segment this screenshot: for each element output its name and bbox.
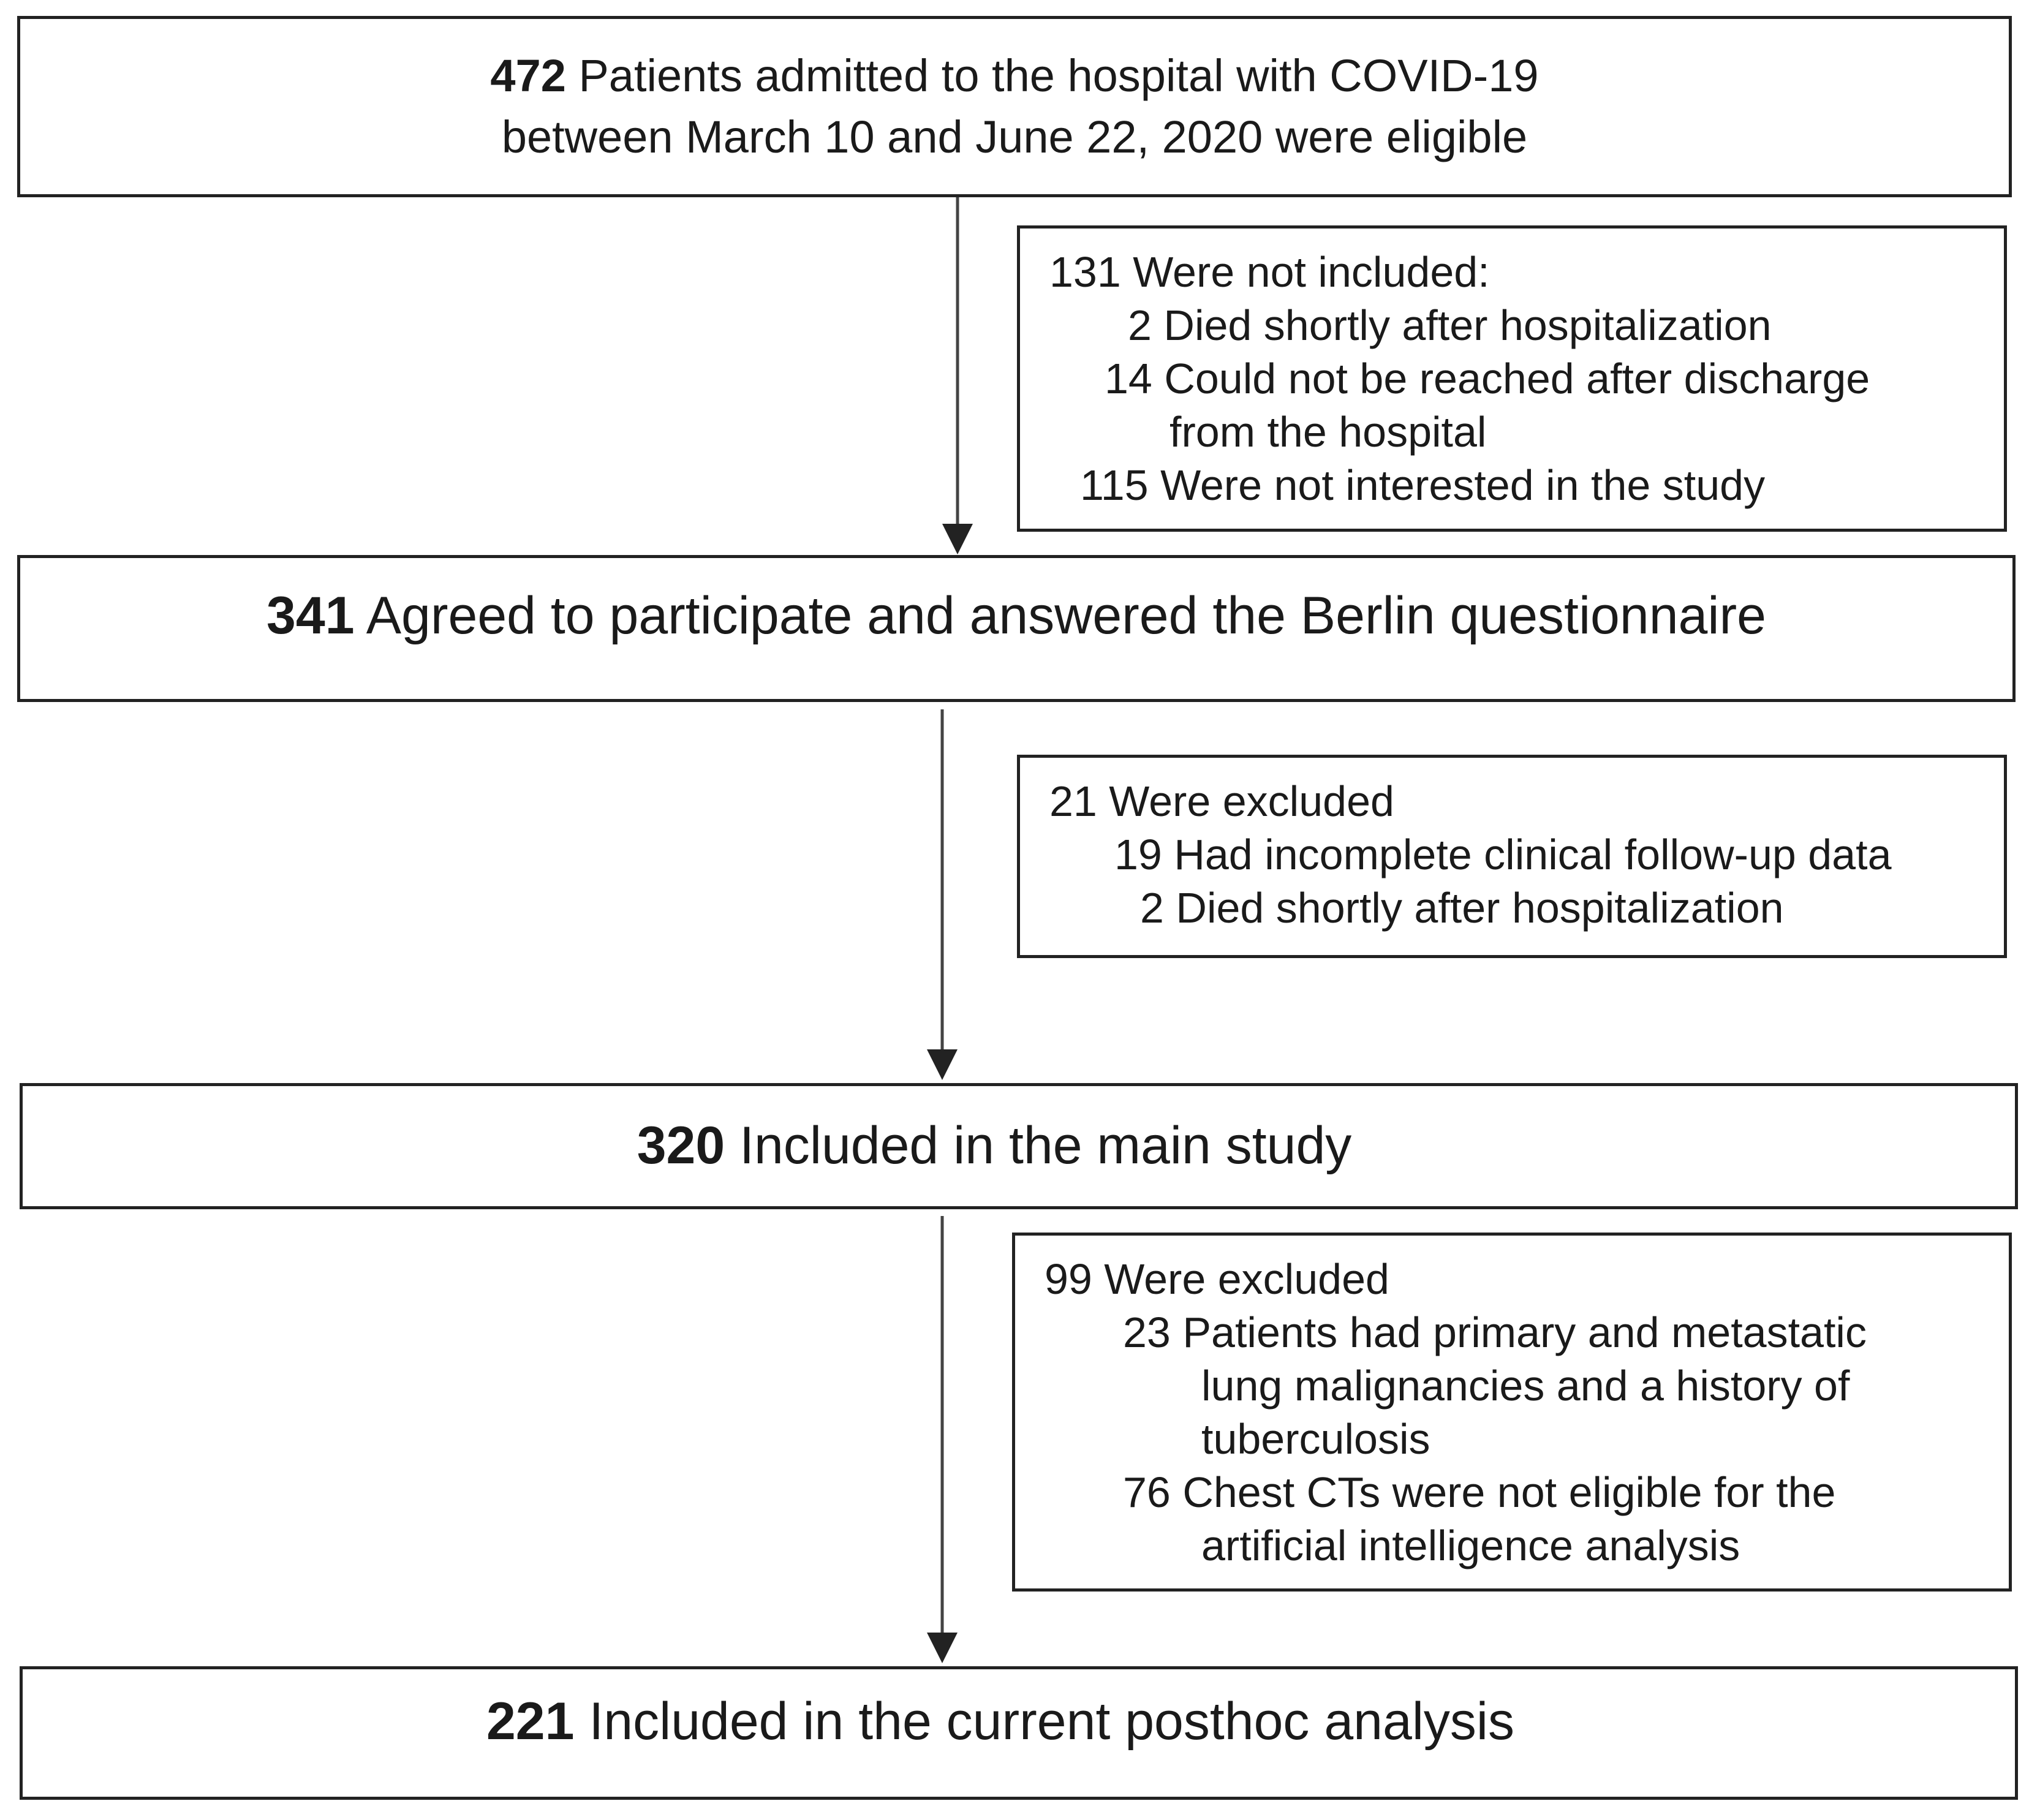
eligible-patients-text xyxy=(490,45,1538,168)
item-text: Died shortly after hospitalization xyxy=(1163,301,1772,349)
agreed-label: Agreed to participate and answered the Berlin questionnaire xyxy=(366,586,1766,646)
not-included-item-died xyxy=(1049,299,1979,352)
excluded-2-item-malignancies xyxy=(1045,1306,1984,1359)
main-study-count: 320 xyxy=(637,1116,725,1176)
main-study-box xyxy=(20,1083,2018,1209)
item-count: 23 xyxy=(1123,1308,1171,1356)
agreed-participants-box xyxy=(17,555,2016,702)
excluded-box-1 xyxy=(1017,755,2007,958)
eligible-line-2: between March 10 and June 22, 2020 were eligible xyxy=(501,111,1528,162)
item-text: Were not interested in the study xyxy=(1160,461,1766,509)
eligible-patients-box xyxy=(17,16,2012,197)
item-count: 19 xyxy=(1114,831,1162,878)
item-count: 2 xyxy=(1128,301,1152,349)
eligible-line-1-text: Patients admitted to the hospital with COVID-19 xyxy=(578,50,1539,102)
item-text: Chest CTs were not eligible for the xyxy=(1182,1468,1836,1516)
not-included-box xyxy=(1017,225,2007,532)
posthoc-analysis-box xyxy=(20,1666,2018,1800)
item-count: 76 xyxy=(1123,1468,1171,1516)
not-included-item-unreachable xyxy=(1049,352,1979,406)
not-included-item-not-interested xyxy=(1049,459,1979,512)
item-count: 2 xyxy=(1140,884,1164,932)
item-text: Had incomplete clinical follow-up data xyxy=(1174,831,1892,878)
main-study-label: Included in the main study xyxy=(739,1116,1352,1176)
excluded-2-item-malignancies-cont-2: tuberculosis xyxy=(1201,1415,1430,1463)
item-text: Could not be reached after discharge xyxy=(1164,355,1870,402)
not-included-header: 131 Were not included: xyxy=(1049,248,1490,296)
excluded-2-item-ct-cont: artificial intelligence analysis xyxy=(1201,1522,1740,1569)
eligible-count: 472 xyxy=(490,50,566,102)
excluded-1-item-incomplete xyxy=(1049,828,1979,882)
agreed-count: 341 xyxy=(266,586,355,646)
posthoc-count: 221 xyxy=(486,1692,575,1751)
posthoc-analysis-text xyxy=(486,1691,1514,1753)
posthoc-label: Included in the current posthoc analysis xyxy=(589,1692,1515,1751)
item-count: 14 xyxy=(1105,355,1152,402)
excluded-2-header: 99 Were excluded xyxy=(1045,1255,1389,1303)
agreed-participants-text xyxy=(266,585,1766,647)
main-study-text xyxy=(637,1115,1352,1177)
excluded-1-item-died xyxy=(1049,882,1979,935)
item-count: 115 xyxy=(1080,461,1149,509)
not-included-item-unreachable-cont: from the hospital xyxy=(1169,408,1487,456)
excluded-1-header: 21 Were excluded xyxy=(1049,777,1394,825)
item-text: Died shortly after hospitalization xyxy=(1176,884,1784,932)
item-text: Patients had primary and metastatic xyxy=(1182,1308,1867,1356)
excluded-box-2 xyxy=(1012,1233,2012,1592)
excluded-2-item-malignancies-cont-1: lung malignancies and a history of xyxy=(1201,1362,1850,1410)
excluded-2-item-ct xyxy=(1045,1466,1984,1519)
eligible-line-1 xyxy=(490,45,1538,107)
